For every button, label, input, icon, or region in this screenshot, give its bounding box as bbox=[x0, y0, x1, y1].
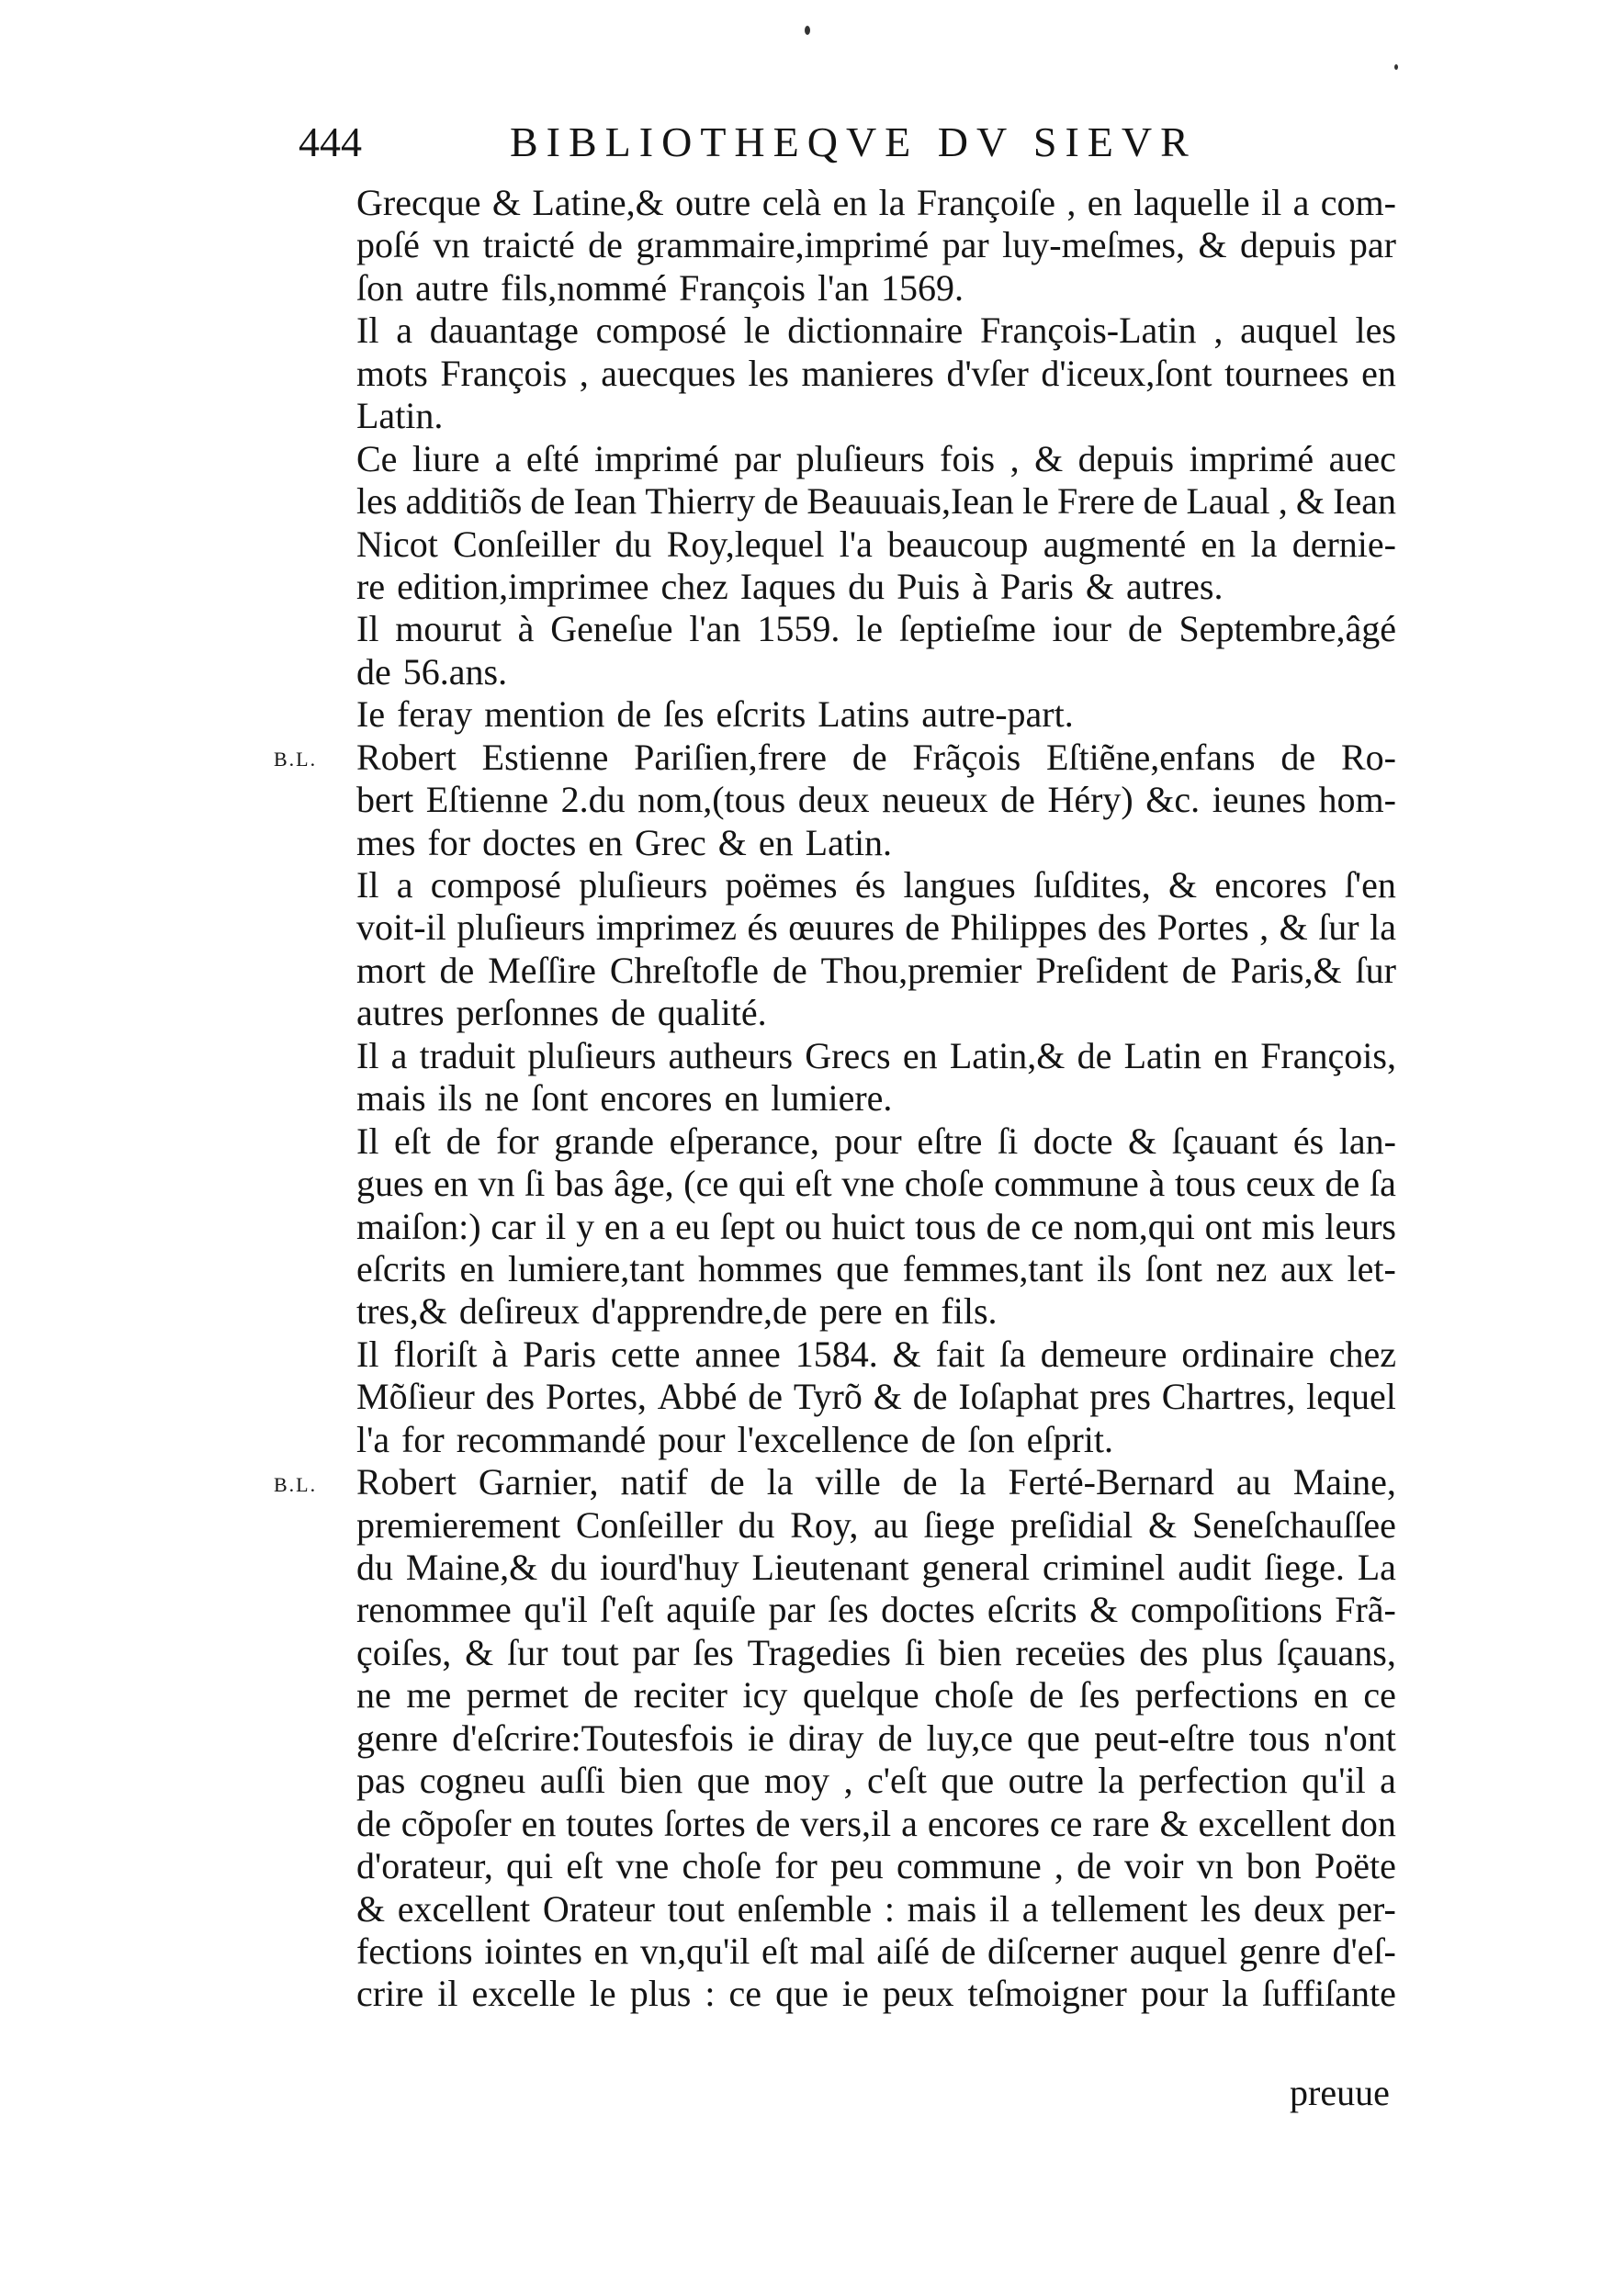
text-line: re edition,imprimee chez Iaques du Puis à Paris & autres. bbox=[356, 565, 1224, 607]
page-header bbox=[299, 118, 1415, 173]
ink-speck bbox=[1394, 64, 1398, 70]
text-line: genre d'eſcrire:Toutesfois ie diray de luy,ce que peut-eſtre tous n'ont bbox=[356, 1716, 1396, 1759]
text-line: Ie feray mention de ſes eſcrits Latins autre-part. bbox=[356, 693, 1074, 736]
text-line: poſé vn traicté de grammaire,imprimé par luy-meſmes, & depuis par bbox=[356, 224, 1396, 266]
text-line: ſon autre fils,nommé François l'an 1569. bbox=[356, 266, 964, 309]
text-line: Il floriſt à Paris cette annee 1584. & fait ſa demeure ordinaire chez bbox=[356, 1333, 1396, 1375]
text-line: Il a traduit pluſieurs autheurs Grecs en Latin,& de Latin en François, bbox=[356, 1034, 1396, 1076]
text-line: pas cogneu auſſi bien que moy , c'eſt que outre la perfection qu'il a bbox=[356, 1760, 1396, 1802]
text-line: voit-il pluſieurs imprimez és œuures de Philippes des Portes , & ſur la bbox=[356, 906, 1396, 949]
text-line: Robert Estienne Pariſien,frere de Frãçois Eſtiẽne,enfans de Ro- bbox=[356, 736, 1396, 778]
text-line: & excellent Orateur tout enſemble : mais il a tellement les deux per- bbox=[356, 1887, 1396, 1930]
margin-note: B.L. bbox=[274, 747, 318, 771]
text-line: ne me permet de reciter icy quelque choſe de ſes perfections en ce bbox=[356, 1674, 1396, 1716]
text-line: mort de Meſſire Chreſtofle de Thou,premier Preſident de Paris,& ſur bbox=[356, 949, 1396, 991]
text-line: Il mourut à Geneſue l'an 1559. le ſeptieſme iour de Septembre,âgé bbox=[356, 608, 1396, 650]
text-line: premierement Conſeiller du Roy, au ſiege preſidial & Seneſchauſſee bbox=[356, 1503, 1396, 1546]
text-line: mais ils ne ſont encores en lumiere. bbox=[356, 1077, 893, 1120]
text-line: çoiſes, & ſur tout par ſes Tragedies ſi bien receües des plus ſçauans, bbox=[356, 1631, 1396, 1673]
text-line: l'a for recommandé pour l'excellence de ſon eſprit. bbox=[356, 1418, 1113, 1460]
text-line: de cõpoſer en toutes ſortes de vers,il a encores ce rare & excellent don bbox=[356, 1802, 1396, 1844]
text-line: Nicot Conſeiller du Roy,lequel l'a beaucoup augmenté en la dernie- bbox=[356, 523, 1396, 565]
text-line: Il a dauantage composé le dictionnaire François-Latin , auquel les bbox=[356, 310, 1396, 352]
text-line: Ce liure a eſté imprimé par pluſieurs fois , & depuis imprimé auec bbox=[356, 437, 1396, 479]
text-line: de 56.ans. bbox=[356, 650, 508, 692]
text-line: mes for doctes en Grec & en Latin. bbox=[356, 821, 893, 863]
catchword: preuue bbox=[1290, 2072, 1390, 2113]
ink-speck bbox=[805, 26, 810, 35]
text-line: gues en vn ſi bas âge, (ce qui eſt vne choſe commune à tous ceux de ſa bbox=[356, 1163, 1396, 1205]
text-line: maiſon:) car il y en a eu ſept ou huict tous de ce nom,qui ont mis leurs bbox=[356, 1205, 1396, 1247]
text-line: les additiõs de Iean Thierry de Beauuais,Iean le Frere de Laual , & Iean bbox=[356, 480, 1396, 523]
text-line: Mõſieur des Portes, Abbé de Tyrõ & de Ioſaphat pres Chartres, lequel bbox=[356, 1376, 1396, 1418]
page-number: 444 bbox=[299, 118, 362, 165]
text-line: tres,& deſireux d'apprendre,de pere en fils. bbox=[356, 1290, 998, 1333]
text-line: eſcrits en lumiere,tant hommes que femmes,tant ils ſont nez aux let- bbox=[356, 1247, 1396, 1289]
text-line: Grecque & Latine,& outre celà en la Françoiſe , en laquelle il a com- bbox=[356, 182, 1396, 223]
text-line: renommee qu'il ſ'eſt aquiſe par ſes doctes eſcrits & compoſitions Frã- bbox=[356, 1589, 1396, 1631]
text-line: du Maine,& du iourd'huy Lieutenant general criminel audit ſiege. La bbox=[356, 1547, 1396, 1588]
margin-note: B.L. bbox=[274, 1472, 318, 1496]
text-line: Il eſt de for grande eſperance, pour eſtre ſi docte & ſçauant és lan- bbox=[356, 1120, 1396, 1162]
text-line: autres perſonnes de qualité. bbox=[356, 992, 767, 1034]
text-line: Il a composé pluſieurs poëmes és langues ſuſdites, & encores ſ'en bbox=[356, 864, 1396, 906]
text-block bbox=[356, 182, 1396, 2016]
text-line: Robert Garnier, natif de la ville de la Ferté-Bernard au Maine, bbox=[356, 1461, 1396, 1503]
text-line: Latin. bbox=[356, 395, 444, 437]
text-line: mots François , auecques les manieres d'vſer d'iceux,ſont tournees en bbox=[356, 352, 1396, 394]
text-line: bert Eſtienne 2.du nom,(tous deux neueux de Héry) &c. ieunes hom- bbox=[356, 779, 1396, 821]
text-line: fections iointes en vn,qu'il eſt mal aiſé de diſcerner auquel genre d'eſ- bbox=[356, 1930, 1396, 1972]
text-line: d'orateur, qui eſt vne choſe for peu commune , de voir vn bon Poëte bbox=[356, 1845, 1396, 1887]
text-line: crire il excelle le plus : ce que ie peux teſmoigner pour la ſuffiſante bbox=[356, 1973, 1396, 2015]
running-title: BIBLIOTHEQVE DV SIEVR bbox=[510, 118, 1197, 165]
